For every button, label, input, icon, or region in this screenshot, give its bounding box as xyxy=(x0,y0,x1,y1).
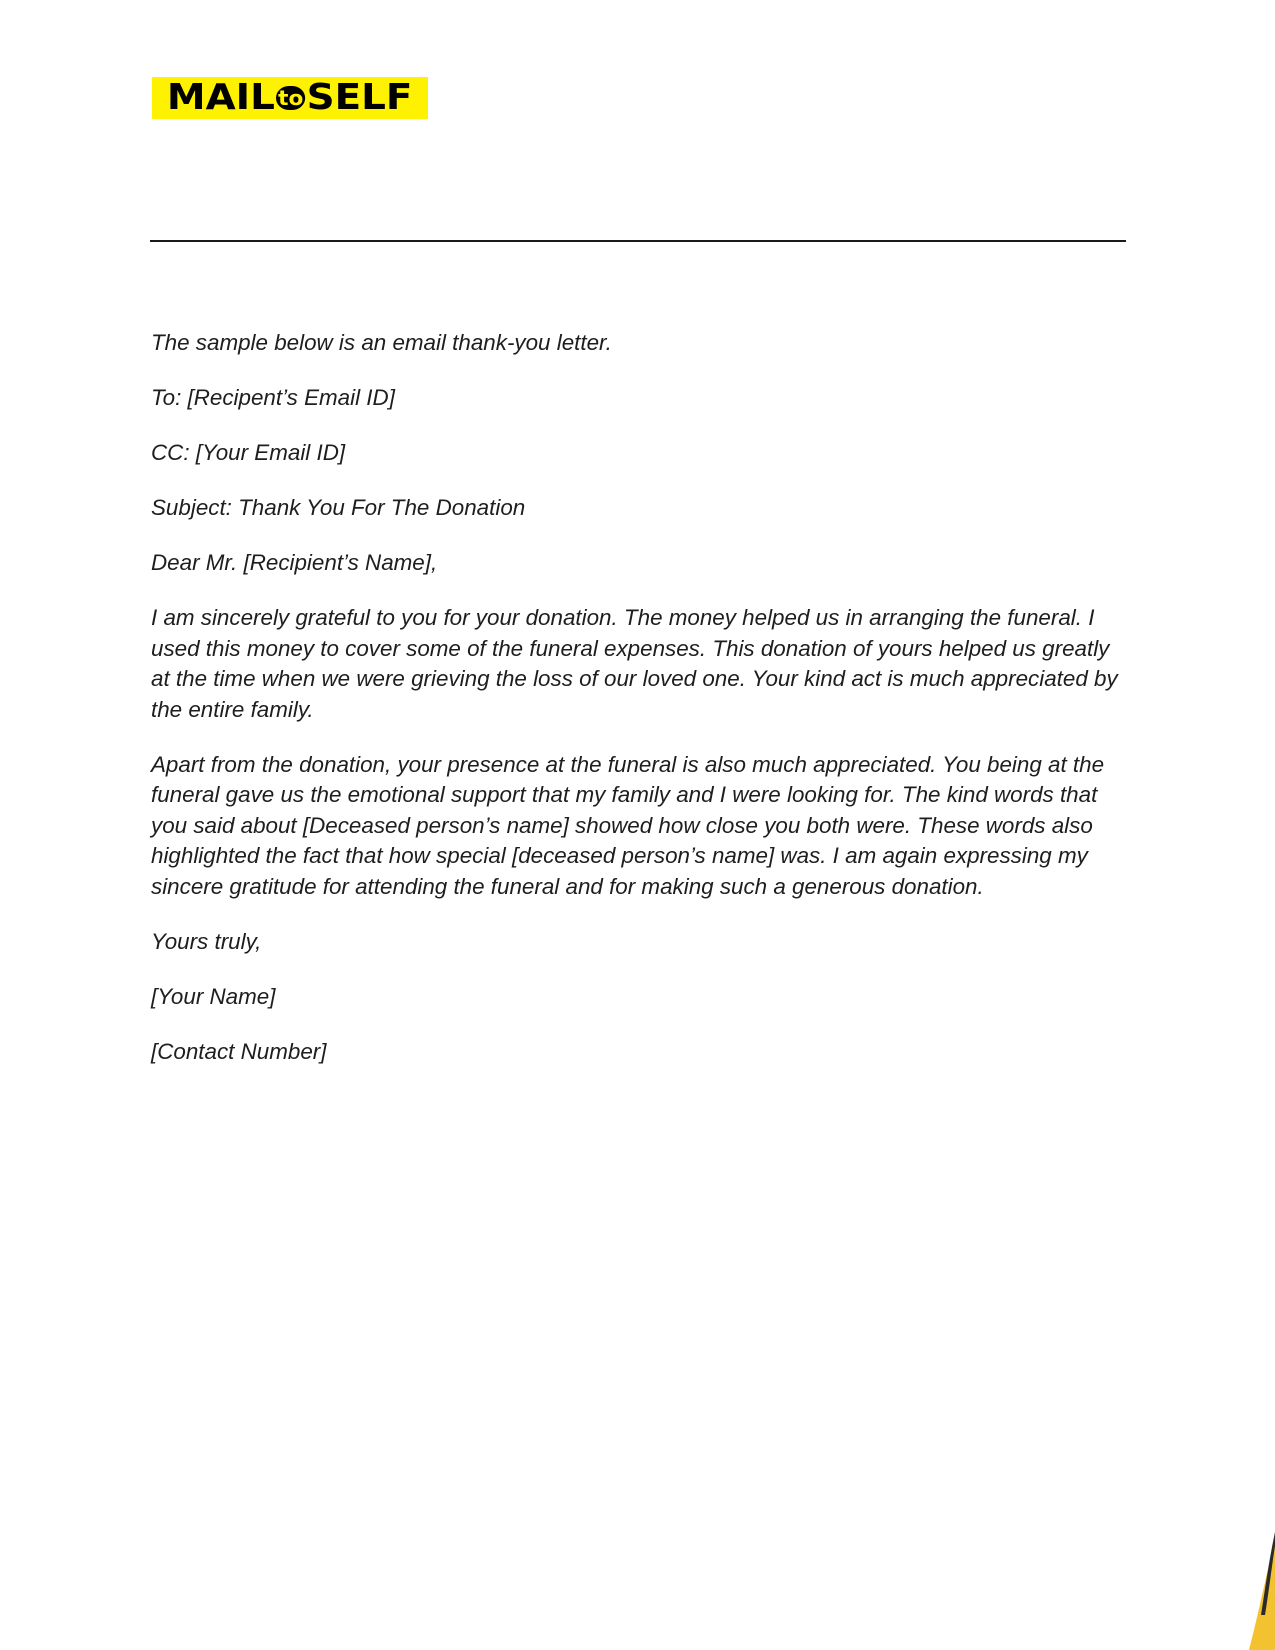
closing-line: Yours truly, xyxy=(151,928,262,954)
header-divider xyxy=(150,240,1126,242)
sender-name: [Your Name] xyxy=(151,983,276,1009)
logo-self-text: SELF xyxy=(306,77,413,118)
brand-logo-wordmark xyxy=(167,77,413,118)
logo-to-text: to xyxy=(276,86,305,110)
salutation: Dear Mr. [Recipient’s Name], xyxy=(151,550,438,575)
intro-line: The sample below is an email thank-you letter. xyxy=(151,330,612,355)
logo-mail-text: MAIL xyxy=(167,77,276,118)
letter-body xyxy=(151,328,1131,1092)
body-paragraph-1: I am sincerely grateful to you for your donation. The money helped us in arranging the funeral. I used this money to cover some of the funeral expenses. This donation of yours helped us greatly at the time when we were grieving the loss of our loved one. Your kind act is much appreciated by the entire family. xyxy=(151,605,1118,722)
body-paragraph-2: Apart from the donation, your presence at the funeral is also much appreciated. You being at the funeral gave us the emotional support that my family and I were looking for. The kind words that you said about [Deceased person’s name] showed how close you both were. These words also highlighted the fact that how special [deceased person’s name] was. I am again expressing my sincere gratitude for attending the funeral and for making such a generous donation. xyxy=(151,751,1105,899)
subject-line: Subject: Thank You For The Donation xyxy=(151,495,526,520)
sender-contact: [Contact Number] xyxy=(151,1038,327,1064)
brand-logo xyxy=(152,77,428,119)
cc-line: CC: [Your Email ID] xyxy=(151,440,346,465)
corner-swoosh-decoration xyxy=(1235,1520,1275,1650)
to-line: To: [Recipent’s Email ID] xyxy=(151,385,395,410)
